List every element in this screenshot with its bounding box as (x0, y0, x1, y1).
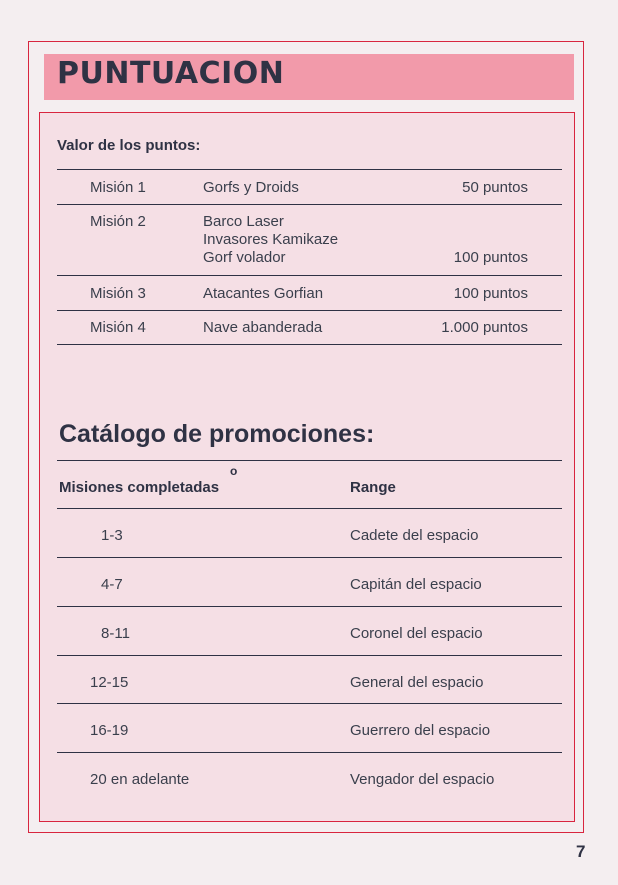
page-number: 7 (576, 842, 586, 861)
promotion-missions: 4-7 (101, 576, 123, 593)
mission-points: 50 puntos (462, 179, 528, 196)
promotion-missions: 1-3 (101, 527, 123, 544)
rule (57, 275, 562, 276)
rule (57, 204, 562, 205)
mission-points: 100 puntos (453, 249, 528, 266)
mission-label: Misión 1 (90, 179, 146, 196)
promotion-rank: Coronel del espacio (350, 625, 483, 642)
promotion-missions: 8-11 (101, 625, 130, 642)
rule (57, 606, 562, 607)
header-o: o (230, 464, 238, 478)
mission-target: Barco Laser (203, 213, 284, 230)
promotion-rank: Guerrero del espacio (350, 722, 491, 739)
mission-points: 1.000 puntos (441, 319, 528, 336)
mission-target: Gorf volador (203, 249, 286, 266)
column-header-missions: Misiones completadas (59, 479, 220, 496)
promotion-missions: 20 en adelante (90, 771, 190, 788)
rule (57, 752, 562, 753)
mission-target: Nave abanderada (203, 319, 323, 336)
promotion-rank: Capitán del espacio (350, 576, 482, 593)
mission-target: Gorfs y Droids (203, 179, 299, 196)
mission-label: Misión 3 (90, 285, 146, 302)
points-heading: Valor de los puntos: (57, 137, 201, 154)
mission-points: 100 puntos (453, 285, 528, 302)
rule (57, 703, 562, 704)
rule (57, 508, 562, 509)
rule (57, 557, 562, 558)
rule (57, 169, 562, 170)
promotion-missions: 12-15 (90, 674, 129, 691)
promotion-rank: Cadete del espacio (350, 527, 479, 544)
rule (57, 655, 562, 656)
rule (57, 310, 562, 311)
promotions-heading: Catálogo de promociones: (59, 420, 375, 448)
promotion-rank: General del espacio (350, 674, 484, 691)
mission-target: Atacantes Gorfian (203, 285, 324, 302)
rule (57, 460, 562, 461)
column-header-range: Range (350, 479, 396, 496)
promotion-rank: Vengador del espacio (350, 771, 495, 788)
mission-target: Invasores Kamikaze (203, 231, 339, 248)
promotion-missions: 16-19 (90, 722, 129, 739)
rule (57, 344, 562, 345)
mission-label: Misión 2 (90, 213, 146, 230)
page-title: PUNTUACION (57, 56, 285, 91)
mission-label: Misión 4 (90, 319, 146, 336)
